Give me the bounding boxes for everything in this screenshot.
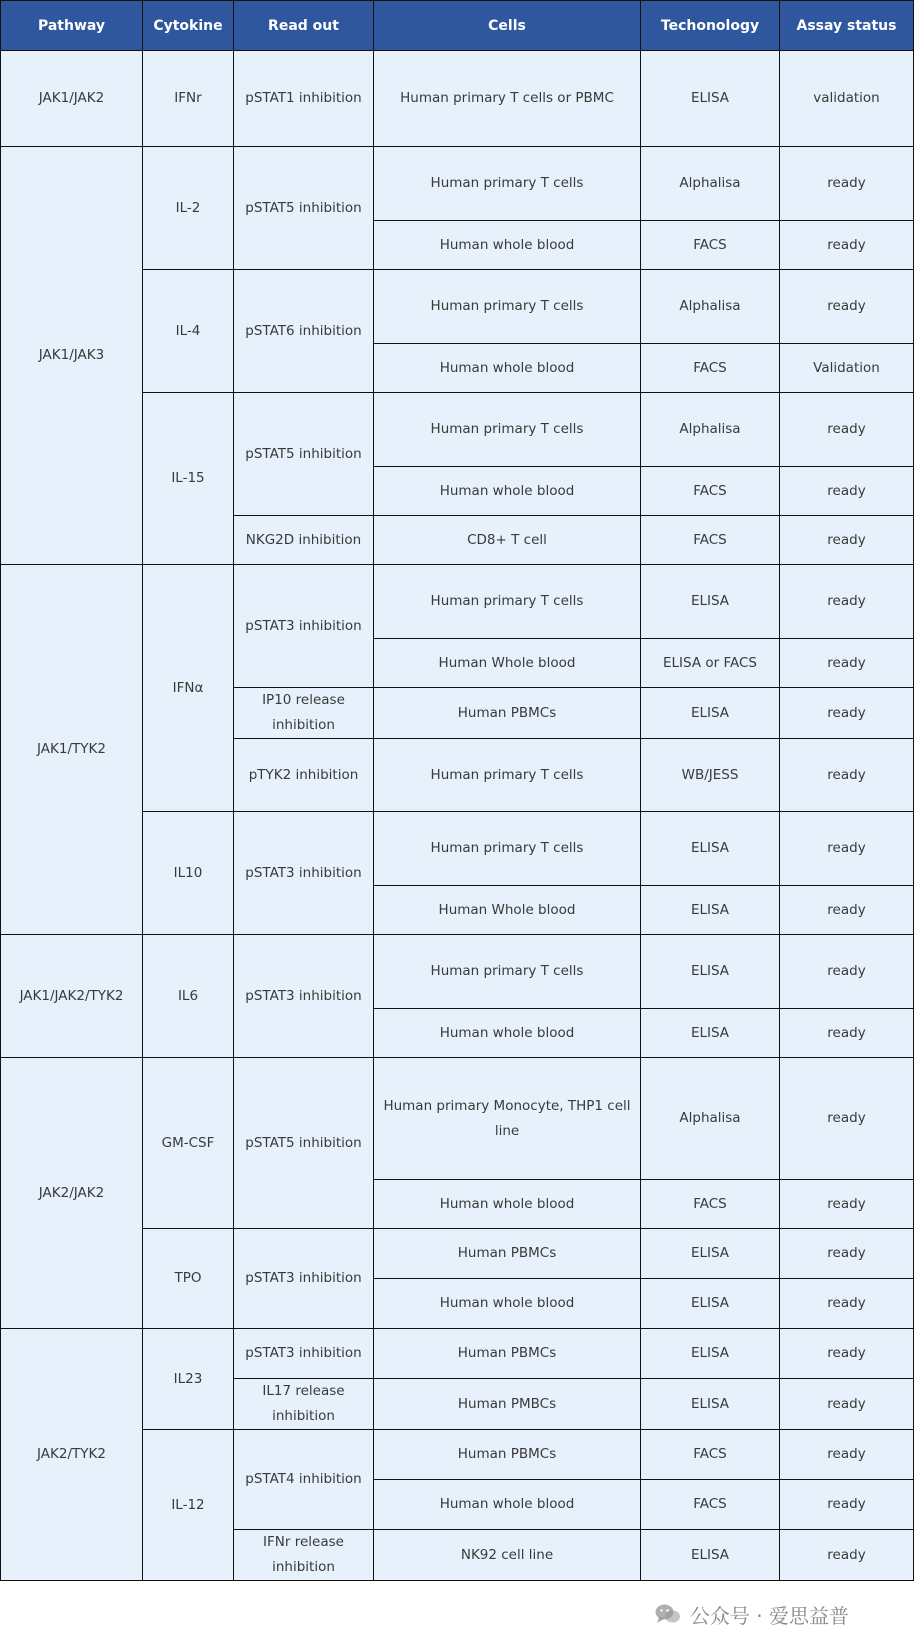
status-cell: ready [780,1480,914,1530]
status-cell: ready [780,688,914,739]
cells-cell: Human primary T cells [374,565,641,639]
readout-cell: pSTAT3 inhibition [234,812,374,935]
col-header-technology: Techonology [641,1,780,51]
cytokine-cell: IL-2 [143,147,234,270]
readout-cell: pSTAT6 inhibition [234,270,374,393]
readout-cell: pSTAT5 inhibition [234,147,374,270]
status-cell: Validation [780,344,914,393]
cytokine-cell: IL-15 [143,393,234,565]
readout-cell: IFNr release inhibition [234,1530,374,1581]
status-cell: ready [780,1379,914,1430]
cells-cell: Human primary T cells [374,270,641,344]
cells-cell: Human whole blood [374,1480,641,1530]
readout-cell: pSTAT3 inhibition [234,565,374,688]
col-header-assay-status: Assay status [780,1,914,51]
col-header-cells: Cells [374,1,641,51]
status-cell: ready [780,565,914,639]
readout-cell: NKG2D inhibition [234,516,374,565]
cytokine-cell: IL10 [143,812,234,935]
pathway-cell: JAK1/JAK2/TYK2 [1,935,143,1058]
status-cell: ready [780,639,914,688]
watermark [654,1594,849,1634]
status-cell: ready [780,393,914,467]
pathway-cell: JAK1/JAK2 [1,51,143,147]
table-row [1,1329,914,1379]
cytokine-cell: IL23 [143,1329,234,1430]
technology-cell: WB/JESS [641,739,780,812]
readout-cell: pSTAT4 inhibition [234,1430,374,1530]
status-cell: ready [780,147,914,221]
status-cell: ready [780,270,914,344]
status-cell: ready [780,1009,914,1058]
technology-cell: ELISA [641,812,780,886]
cells-cell: Human PBMCs [374,1329,641,1379]
cells-cell: NK92 cell line [374,1530,641,1581]
technology-cell: FACS [641,344,780,393]
technology-cell: ELISA [641,1329,780,1379]
status-cell: ready [780,1279,914,1329]
technology-cell: FACS [641,1430,780,1480]
technology-cell: Alphalisa [641,147,780,221]
cells-cell: Human whole blood [374,467,641,516]
technology-cell: ELISA [641,1530,780,1581]
pathway-cell: JAK2/TYK2 [1,1329,143,1581]
status-cell: ready [780,935,914,1009]
col-header-pathway: Pathway [1,1,143,51]
status-cell: ready [780,1058,914,1180]
cells-cell: Human PMBCs [374,1379,641,1430]
status-cell: ready [780,1180,914,1229]
cells-cell: Human primary T cells [374,935,641,1009]
technology-cell: FACS [641,1180,780,1229]
table-header-row [1,1,914,51]
cells-cell: CD8+ T cell [374,516,641,565]
readout-cell: pSTAT3 inhibition [234,1229,374,1329]
cells-cell: Human whole blood [374,1279,641,1329]
technology-cell: ELISA [641,935,780,1009]
status-cell: ready [780,739,914,812]
technology-cell: Alphalisa [641,270,780,344]
technology-cell: FACS [641,1480,780,1530]
cytokine-cell: IFNα [143,565,234,812]
table-row [1,935,914,1009]
cells-cell: Human Whole blood [374,886,641,935]
cytokine-cell: IL6 [143,935,234,1058]
cytokine-cell: TPO [143,1229,234,1329]
technology-cell: FACS [641,221,780,270]
cells-cell: Human whole blood [374,1180,641,1229]
cells-cell: Human PBMCs [374,1229,641,1279]
readout-cell: pSTAT1 inhibition [234,51,374,147]
cells-cell: Human primary T cells or PBMC [374,51,641,147]
cells-cell: Human primary T cells [374,393,641,467]
table-row [1,565,914,639]
cytokine-cell: IL-4 [143,270,234,393]
cells-cell: Human primary T cells [374,147,641,221]
technology-cell: ELISA or FACS [641,639,780,688]
cells-cell: Human Whole blood [374,639,641,688]
status-cell: ready [780,886,914,935]
status-cell: ready [780,1430,914,1480]
technology-cell: ELISA [641,886,780,935]
wechat-icon [654,1602,682,1626]
cytokine-cell: GM-CSF [143,1058,234,1229]
cells-cell: Human whole blood [374,1009,641,1058]
table-row [1,147,914,221]
status-cell: ready [780,1229,914,1279]
cells-cell: Human PBMCs [374,1430,641,1480]
technology-cell: ELISA [641,1379,780,1430]
technology-cell: FACS [641,516,780,565]
technology-cell: ELISA [641,51,780,147]
watermark-text: 公众号 · 爱思益普 [689,1603,849,1628]
col-header-cytokine: Cytokine [143,1,234,51]
cells-cell: Human primary T cells [374,812,641,886]
readout-cell: IP10 release inhibition [234,688,374,739]
readout-cell: pSTAT3 inhibition [234,1329,374,1379]
readout-cell: IL17 release inhibition [234,1379,374,1430]
pathway-cell: JAK1/TYK2 [1,565,143,935]
col-header-readout: Read out [234,1,374,51]
status-cell: ready [780,1329,914,1379]
status-cell: ready [780,467,914,516]
readout-cell: pSTAT5 inhibition [234,1058,374,1229]
cells-cell: Human PBMCs [374,688,641,739]
technology-cell: Alphalisa [641,1058,780,1180]
technology-cell: ELISA [641,1009,780,1058]
status-cell: validation [780,51,914,147]
technology-cell: ELISA [641,1279,780,1329]
pathway-cell: JAK2/JAK2 [1,1058,143,1329]
cytokine-cell: IL-12 [143,1430,234,1581]
status-cell: ready [780,516,914,565]
cells-cell: Human whole blood [374,221,641,270]
cells-cell: Human primary Monocyte, THP1 cell line [374,1058,641,1180]
status-cell: ready [780,1530,914,1581]
pathway-cell: JAK1/JAK3 [1,147,143,565]
readout-cell: pTYK2 inhibition [234,739,374,812]
technology-cell: FACS [641,467,780,516]
technology-cell: Alphalisa [641,393,780,467]
technology-cell: ELISA [641,1229,780,1279]
technology-cell: ELISA [641,565,780,639]
table-row [1,1058,914,1180]
cells-cell: Human whole blood [374,344,641,393]
status-cell: ready [780,812,914,886]
readout-cell: pSTAT5 inhibition [234,393,374,516]
technology-cell: ELISA [641,688,780,739]
table-row [1,51,914,147]
cytokine-cell: IFNr [143,51,234,147]
status-cell: ready [780,221,914,270]
readout-cell: pSTAT3 inhibition [234,935,374,1058]
cells-cell: Human primary T cells [374,739,641,812]
